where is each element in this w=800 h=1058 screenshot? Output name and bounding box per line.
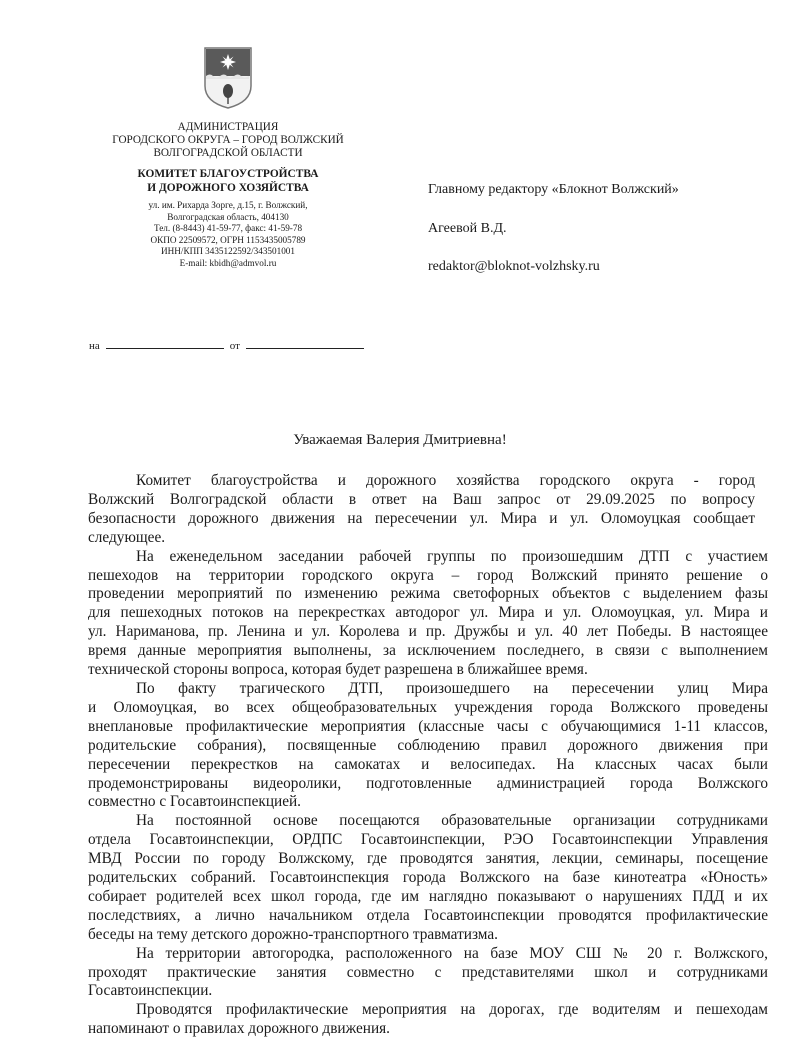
- text-line: отдела Госавтоинспекции, ОРДПС Госавтоинспекции, РЭО Госавтоинспекции Управления: [88, 831, 768, 849]
- addressee-email: redaktor@bloknot-volzhsky.ru: [428, 259, 600, 274]
- text-line: технической стороны вопроса, которая будет разрешена в ближайшее время.: [88, 661, 588, 679]
- ref-date-blank: [246, 338, 364, 349]
- greeting: Уважаемая Валерия Дмитриевна!: [293, 432, 507, 448]
- text-line: На еженедельном заседании рабочей группы по произошедшим ДТП с участием: [136, 547, 768, 565]
- addressee-name: Агеевой В.Д.: [428, 220, 507, 236]
- ref-ot-label: от: [229, 340, 240, 352]
- text-line: МВД России по городу Волжскому, где проводятся занятия, лекции, семинары, посещение: [88, 850, 768, 868]
- text-line: Госавтоинспекции.: [88, 982, 213, 1000]
- org-line: АДМИНИСТРАЦИЯ: [177, 121, 279, 133]
- paragraph: [88, 472, 768, 548]
- paragraph: [88, 812, 768, 944]
- text-line: На территории автогородка, расположенного на базе МОУ СШ № 20 г. Волжского,: [136, 944, 768, 962]
- inn-line: ИНН/КПП 3435122592/343501001: [161, 246, 295, 257]
- text-line: проведении мероприятий по изменению режима светофорных объектов с выделением фазы: [88, 585, 768, 603]
- text-line: Проводятся профилактические мероприятия на дорогах, где водителям и пешеходам: [136, 1001, 768, 1019]
- address-line: Волгоградская область, 404130: [167, 211, 289, 222]
- paragraph: [88, 945, 768, 1002]
- paragraph: [88, 680, 768, 812]
- text-line: родительских собраний. Госавтоинспекция города Волжского на базе кинотеатра «Юность»: [88, 869, 768, 887]
- letterhead: [78, 121, 378, 270]
- text-line: напоминают о правилах дорожного движения.: [88, 1020, 390, 1038]
- text-line: и Оломоуцкая, во всех общеобразовательных учреждения города Волжского проведены: [88, 698, 768, 716]
- text-line: По факту трагического ДТП, произошедшего на пересечении улиц Мира: [136, 679, 768, 697]
- department-name: [78, 167, 378, 195]
- letter-body: [88, 472, 768, 1039]
- text-line: внеплановые профилактические мероприятия (классные часы с обучающимися 1-11 классов,: [88, 717, 768, 735]
- text-line: следующее.: [88, 528, 166, 546]
- text-line: совместно с Госавтоинспекцией.: [88, 793, 302, 811]
- coat-of-arms-logo: [199, 42, 257, 112]
- text-line: родительские собрания), посвященные соблюдению правил дорожного движения при: [88, 736, 768, 754]
- text-line: проходят практические занятия совместно с представителями школ и сотрудниками: [88, 963, 768, 981]
- reference-line: [89, 338, 370, 352]
- okpo-line: ОКПО 22509572, ОГРН 1153435005789: [150, 234, 306, 245]
- ref-na-label: на: [89, 340, 100, 352]
- dept-line: И ДОРОЖНОГО ХОЗЯЙСТВА: [147, 182, 309, 194]
- text-line: Волжский Волгоградской области в ответ на Ваш запрос от 29.09.2025 по вопросу: [88, 490, 755, 508]
- addressee-block: [428, 182, 679, 298]
- text-line: продемонстрированы видеоролики, подготовленные администрацией города Волжского: [88, 774, 768, 792]
- addressee-position: Главному редактору «Блокнот Волжский»: [428, 182, 679, 197]
- text-line: последствиях, а лично начальником отдела Госавтоинспекции проводятся профилактические: [88, 906, 768, 924]
- text-line: безопасности дорожного движения на пересечении ул. Мира и ул. Оломоуцкая сообщает: [88, 509, 755, 527]
- contact-details: [78, 200, 378, 270]
- text-line: беседы на тему детского дорожно-транспортного травматизма.: [88, 925, 498, 943]
- org-name: [78, 121, 378, 160]
- org-line: ГОРОДСКОГО ОКРУГА – ГОРОД ВОЛЖСКИЙ: [112, 134, 344, 146]
- paragraph: [88, 1001, 768, 1039]
- org-line: ВОЛГОГРАДСКОЙ ОБЛАСТИ: [153, 147, 303, 159]
- text-line: Комитет благоустройства и дорожного хозяйства городского округа - город: [136, 472, 755, 489]
- text-line: На постоянной основе посещаются образовательные организации сотрудниками: [136, 812, 768, 830]
- paragraph: [88, 548, 768, 680]
- text-line: ул. Нариманова, пр. Ленина и ул. Королева и пр. Дружбы и ул. 40 лет Победы. В настоящее: [88, 623, 768, 641]
- text-line: для пешеходных потоков на перекрестках автодорог ул. Мира и ул. Оломоуцкая, ул. Мира и: [88, 604, 768, 622]
- text-line: время данные мероприятия выполнены, за исключением последнего, в связи с выполнением: [88, 642, 768, 660]
- email-line: E-mail: kbidh@admvol.ru: [179, 257, 277, 268]
- text-line: пешеходов на территории городского округа – город Волжский принято решение о: [88, 566, 768, 584]
- phone-line: Тел. (8-8443) 41-59-77, факс: 41-59-78: [153, 223, 303, 234]
- ref-number-blank: [106, 338, 224, 349]
- address-line: ул. им. Рихарда Зорге, д.15, г. Волжский,: [148, 200, 308, 210]
- text-line: пересечении перекрестков на самокатах и велосипедах. На классных часах были: [88, 755, 768, 773]
- dept-line: КОМИТЕТ БЛАГОУСТРОЙСТВА: [137, 168, 319, 180]
- text-line: собирает родителей всех школ города, где им наглядно показывают о нарушениях ПДД и их: [88, 887, 768, 905]
